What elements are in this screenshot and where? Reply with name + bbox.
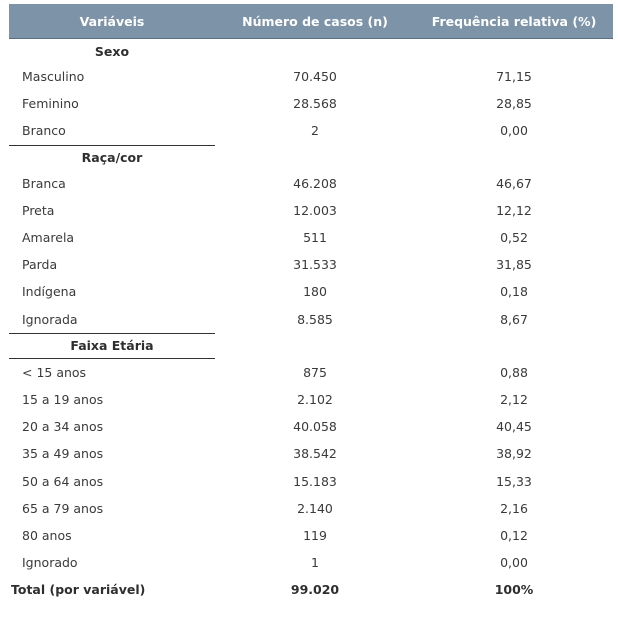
section-title: Raça/cor [81,150,143,166]
section-title-raca-cor [9,146,613,170]
table-row [9,170,613,197]
header-numero-casos: Número de casos (n) [242,13,388,29]
row-label: 15 a 19 anos [22,391,104,407]
row-count: 180 [303,284,327,300]
row-count: 31.533 [293,257,337,273]
table-row [9,63,613,90]
row-percent: 31,85 [496,257,532,273]
table-row [9,549,613,576]
row-count: 1 [311,555,319,571]
row-percent: 46,67 [496,175,532,191]
row-label: 50 a 64 anos [22,473,104,489]
row-count: 15.183 [293,473,337,489]
row-label: Masculino [22,69,85,85]
row-label: Feminino [22,96,79,112]
row-count: 40.058 [293,419,337,435]
section-title-faixa-etaria [9,334,613,358]
total-label: Total (por variável) [11,582,146,598]
row-count: 46.208 [293,175,337,191]
table-row [9,90,613,117]
data-table [9,4,613,603]
row-count: 2.102 [297,391,333,407]
row-percent: 0,00 [500,555,528,571]
row-label: 80 anos [22,527,72,543]
total-percent: 100% [494,582,534,598]
row-label: 35 a 49 anos [22,446,104,462]
table-row [9,117,613,144]
table-row [9,467,613,494]
table-row [9,306,613,333]
row-percent: 15,33 [496,473,532,489]
row-count: 875 [303,364,327,380]
row-percent: 2,16 [500,500,528,516]
table-row [9,197,613,224]
row-count: 2 [311,123,319,139]
row-percent: 71,15 [496,69,532,85]
table-row [9,440,613,467]
row-label: Indígena [22,284,77,300]
row-count: 119 [303,527,327,543]
row-label: Amarela [22,230,75,246]
row-percent: 2,12 [500,391,528,407]
row-count: 12.003 [293,202,337,218]
row-count: 8.585 [297,311,333,327]
row-percent: 8,67 [500,311,528,327]
row-percent: 0,00 [500,123,528,139]
row-label: Branco [22,123,66,139]
table-row [9,386,613,413]
row-label: Preta [22,202,55,218]
row-label: Ignorado [22,555,78,571]
row-count: 2.140 [297,500,333,516]
row-label: < 15 anos [22,364,87,380]
table-row [9,278,613,305]
row-label: Branca [22,175,66,191]
row-count: 70.450 [293,69,337,85]
row-label: 20 a 34 anos [22,419,104,435]
section-title: Faixa Etária [70,338,154,354]
row-percent: 0,18 [500,284,528,300]
section-title: Sexo [94,43,130,59]
table-row [9,224,613,251]
row-label: 65 a 79 anos [22,500,104,516]
section-title-sexo [9,39,613,63]
table-row [9,495,613,522]
header-variaveis: Variáveis [79,13,145,29]
table-row [9,251,613,278]
row-percent: 0,12 [500,527,528,543]
row-label: Ignorada [22,311,78,327]
header-frequencia: Frequência relativa (%) [431,13,597,29]
row-percent: 12,12 [496,202,532,218]
row-percent: 28,85 [496,96,532,112]
total-row [9,576,613,603]
table-header [9,4,613,39]
row-percent: 0,52 [500,230,528,246]
total-count: 99.020 [290,582,340,598]
table-row [9,359,613,386]
row-count: 28.568 [293,96,337,112]
table-row [9,413,613,440]
row-percent: 38,92 [496,446,532,462]
row-percent: 0,88 [500,364,528,380]
row-count: 511 [303,230,327,246]
table-row [9,522,613,549]
row-percent: 40,45 [496,419,532,435]
row-label: Parda [22,257,58,273]
row-count: 38.542 [293,446,337,462]
